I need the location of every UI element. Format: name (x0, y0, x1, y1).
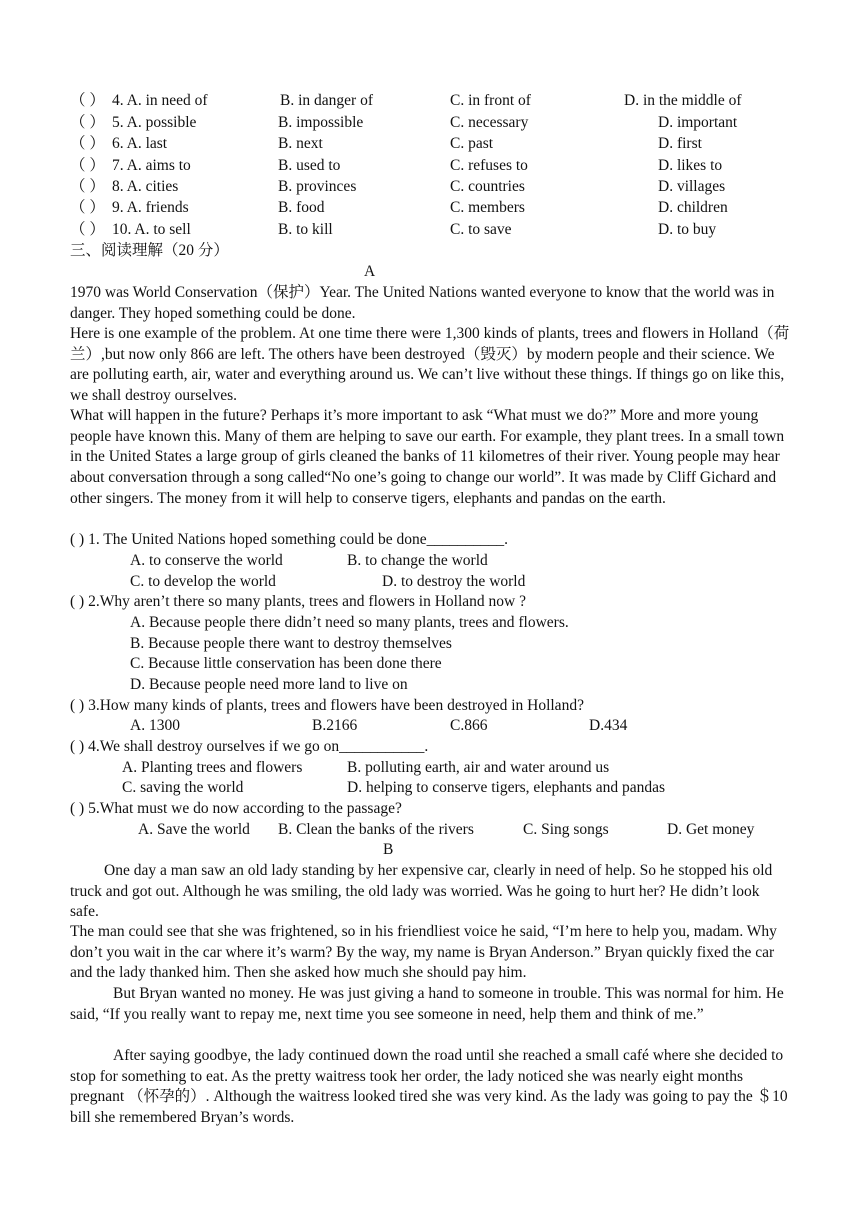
question-2-option-a[interactable]: A. Because people there didn’t need so many plants, trees and flowers. (130, 614, 569, 631)
question-2-stem: ( ) 2.Why aren’t there so many plants, trees and flowers in Holland now ? (70, 593, 526, 610)
question-5-option-d[interactable]: D. Get money (667, 821, 755, 838)
answer-paren[interactable]: （ ） (70, 221, 105, 238)
option-b: B. impossible (278, 114, 364, 131)
option-a: 9. A. friends (112, 199, 189, 216)
question-3-option-b[interactable]: B.2166 (312, 717, 358, 734)
option-a: 6. A. last (112, 135, 168, 152)
option-c: C. members (450, 199, 525, 216)
question-2-option-d[interactable]: D. Because people need more land to live on (130, 676, 408, 693)
question-1-option-a[interactable]: A. to conserve the world (130, 552, 283, 569)
option-b: B. to kill (278, 221, 333, 238)
question-3-option-c[interactable]: C.866 (450, 717, 488, 734)
section-title: 三、阅读理解（20 分） (70, 242, 229, 259)
passage-b-paragraph-3: But Bryan wanted no money. He was just giving a hand to someone in trouble. This was normal for him. He said, “If you really want to repay me, next time you see someone in need, help them and think of me.” (70, 985, 784, 1023)
option-c: C. in front of (450, 92, 531, 109)
option-a: 8. A. cities (112, 178, 179, 195)
passage-a-paragraph-1: 1970 was World Conservation（保护）Year. The United Nations wanted everyone to know that the world was in danger. They hoped something could be done. (70, 284, 775, 322)
option-c: C. countries (450, 178, 525, 195)
question-5-option-a[interactable]: A. Save the world (138, 821, 250, 838)
passage-b-paragraph-4: After saying goodbye, the lady continued down the road until she reached a small café where she decided to stop for something to eat. As the pretty waitress took her order, the lady noticed she was nearly eight months pregnant （怀孕的）. Although the waitress looked tired she was very kind. As the lady was going to pay the ＄10 bill she remembered Bryan’s words. (70, 1047, 788, 1127)
option-d: D. first (658, 135, 702, 152)
question-3-option-d[interactable]: D.434 (589, 717, 628, 734)
passage-b-label: B (383, 841, 394, 858)
question-1-option-b[interactable]: B. to change the world (347, 552, 488, 569)
option-c: C. necessary (450, 114, 529, 131)
passage-b-paragraph-2: The man could see that she was frightened, so in his friendliest voice he said, “I’m here to help you, madam. Why don’t you wait in the car where it’s warm? By the way, my name is Bryan Anderson.” Bryan quickly fixed the car and the lady thanked him. Then she asked how much she should pay him. (70, 923, 777, 982)
question-1-option-c[interactable]: C. to develop the world (130, 573, 276, 590)
question-2-option-b[interactable]: B. Because people there want to destroy themselves (130, 635, 452, 652)
passage-a-paragraph-2: Here is one example of the problem. At one time there were 1,300 kinds of plants, trees and flowers in Holland（荷兰）,but now only 866 are left. The others have been destroyed（毁灭）by modern people and their science. We are polluting earth, air, water and everything around us. We can’t live without these things. If things go on like this, we shall destroy ourselves. (70, 325, 790, 405)
question-5-option-c[interactable]: C. Sing songs (523, 821, 609, 838)
question-3-stem: ( ) 3.How many kinds of plants, trees and flowers have been destroyed in Holland? (70, 697, 584, 714)
question-5-option-b[interactable]: B. Clean the banks of the rivers (278, 821, 474, 838)
question-4-option-c[interactable]: C. saving the world (122, 779, 244, 796)
option-d: D. to buy (658, 221, 717, 238)
option-b: B. provinces (278, 178, 357, 195)
question-2-option-c[interactable]: C. Because little conservation has been done there (130, 655, 442, 672)
option-a: 5. A. possible (112, 114, 197, 131)
option-a: 4. A. in need of (112, 92, 208, 109)
option-d: D. important (658, 114, 738, 131)
question-4-stem: ( ) 4.We shall destroy ourselves if we go on___________. (70, 738, 429, 755)
option-b: B. next (278, 135, 323, 152)
option-b: B. in danger of (280, 92, 373, 109)
passage-b-paragraph-1: One day a man saw an old lady standing by her expensive car, clearly in need of help. So he stopped his old truck and got out. Although he was smiling, the old lady was worried. Was he going to hurt her? He didn’t look safe. (70, 862, 773, 921)
question-4-option-d[interactable]: D. helping to conserve tigers, elephants and pandas (347, 779, 666, 796)
option-d: D. likes to (658, 157, 723, 174)
answer-paren[interactable]: （ ） (70, 114, 105, 131)
option-a: 10. A. to sell (112, 221, 191, 238)
option-d: D. in the middle of (624, 92, 742, 109)
passage-a-label: A (364, 263, 376, 280)
option-d: D. children (658, 199, 728, 216)
option-c: C. to save (450, 221, 512, 238)
option-b: B. used to (278, 157, 341, 174)
option-a: 7. A. aims to (112, 157, 191, 174)
answer-paren[interactable]: （ ） (70, 135, 105, 152)
option-d: D. villages (658, 178, 726, 195)
question-4-option-a[interactable]: A. Planting trees and flowers (122, 759, 303, 776)
answer-paren[interactable]: （ ） (70, 157, 105, 174)
question-5-stem: ( ) 5.What must we do now according to the passage? (70, 800, 402, 817)
question-3-option-a[interactable]: A. 1300 (130, 717, 180, 734)
option-c: C. refuses to (450, 157, 528, 174)
answer-paren[interactable]: （ ） (70, 178, 105, 195)
option-c: C. past (450, 135, 494, 152)
question-1-stem: ( ) 1. The United Nations hoped something could be done__________. (70, 531, 508, 548)
question-4-option-b[interactable]: B. polluting earth, air and water around us (347, 759, 610, 776)
answer-paren[interactable]: （ ） (70, 199, 105, 216)
option-b: B. food (278, 199, 325, 216)
answer-paren[interactable]: （ ） (70, 92, 105, 109)
question-1-option-d[interactable]: D. to destroy the world (382, 573, 526, 590)
passage-a-paragraph-3: What will happen in the future? Perhaps it’s more important to ask “What must we do?” More and more young people have known this. Many of them are helping to save our earth. For example, they plant trees. In a small town in the United States a large group of girls cleaned the banks of 11 kilometres of their river. Young people may hear about conversation through a song called“No one’s going to change our world”. It was made by Cliff Gichard and other singers. The money from it will help to conserve tigers, elephants and pandas on the earth. (70, 407, 785, 507)
